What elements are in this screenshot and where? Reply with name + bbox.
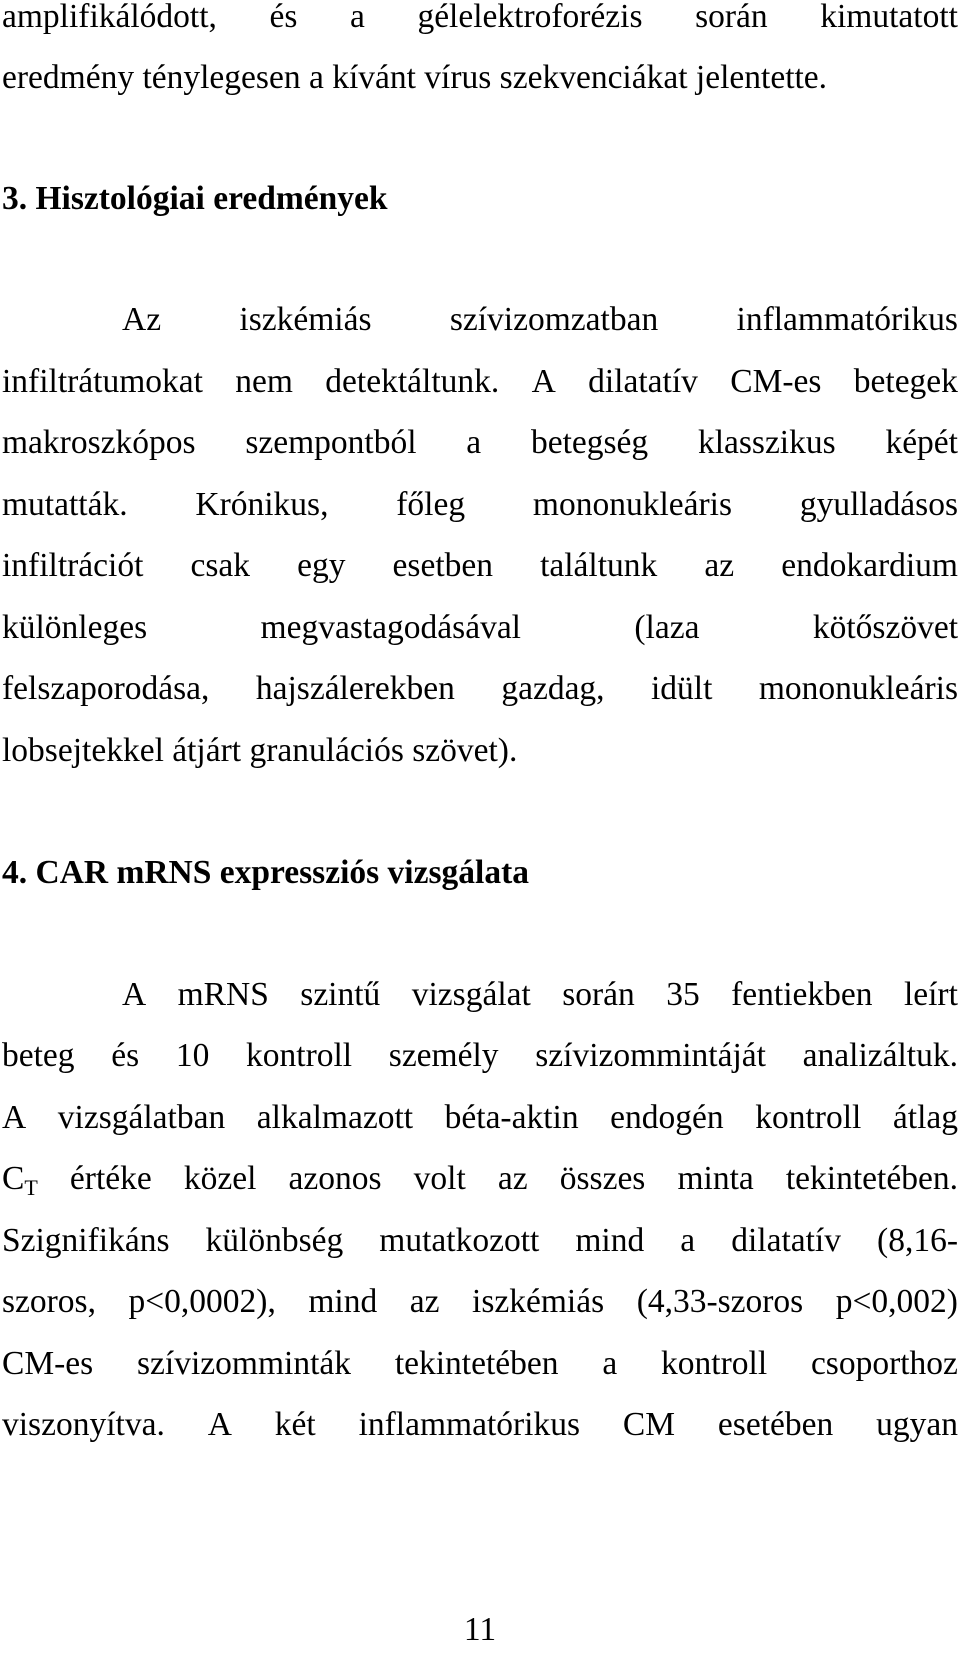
word: amplifikálódott, <box>2 0 217 35</box>
word: volt <box>413 1160 466 1197</box>
paragraph-line <box>2 1098 958 1138</box>
word: szempontból <box>245 424 417 461</box>
word: p<0,0002), <box>128 1283 276 1320</box>
paragraph-line <box>2 1282 958 1322</box>
word: kontroll <box>661 1345 768 1382</box>
word: A <box>531 363 556 400</box>
word: megvastagodásával <box>260 609 521 646</box>
word: az <box>704 547 735 584</box>
word: kontroll <box>246 1037 353 1074</box>
word: különleges <box>2 609 148 646</box>
word: CM-es <box>730 363 822 400</box>
word: és <box>269 0 298 35</box>
word: vizsgálat <box>411 976 531 1013</box>
word: során <box>695 0 768 35</box>
ct-symbol: $C_T$ <box>2 1160 38 1200</box>
word: különbség <box>205 1222 344 1259</box>
word: összes <box>559 1160 646 1197</box>
word: vizsgálatban <box>57 1099 226 1136</box>
word: dilatatív <box>731 1222 841 1259</box>
word: két <box>274 1406 316 1443</box>
word: mutatták. <box>2 486 128 523</box>
word: 35 <box>666 976 700 1013</box>
word: makroszkópos <box>2 424 196 461</box>
word: Szignifikáns <box>2 1222 170 1259</box>
word: klasszikus <box>697 424 836 461</box>
word: az <box>497 1160 528 1197</box>
word: gazdag, <box>501 670 605 707</box>
word: csoporthoz <box>810 1345 958 1382</box>
word: betegek <box>853 363 958 400</box>
word: A <box>122 976 147 1013</box>
word: CM-es <box>2 1345 94 1382</box>
word: inflammatórikus <box>736 301 958 338</box>
word: egy <box>297 547 346 584</box>
word: során <box>562 976 635 1013</box>
word: beteg <box>2 1037 75 1074</box>
word: szoros, <box>2 1283 96 1320</box>
word: a <box>602 1345 618 1382</box>
word: tekintetében <box>394 1345 559 1382</box>
paragraph-line: lobsejtekkel átjárt granulációs szövet). <box>2 732 518 769</box>
word: az <box>409 1283 440 1320</box>
word: szívizomzatban <box>449 301 659 338</box>
word: mind <box>308 1283 378 1320</box>
word: kontroll <box>755 1099 862 1136</box>
word: p<0,002) <box>835 1283 958 1320</box>
word: azonos <box>288 1160 382 1197</box>
word: leírt <box>903 976 958 1013</box>
word: 10 <box>175 1037 210 1074</box>
word: közel <box>183 1160 257 1197</box>
word: infiltrációt <box>2 547 144 584</box>
word: a <box>680 1222 696 1259</box>
word: mononukleáris <box>758 670 958 707</box>
word: alkalmazott <box>256 1099 414 1136</box>
word: detektáltunk. <box>325 363 500 400</box>
word: a <box>466 424 482 461</box>
word: mutatkozott <box>379 1222 540 1259</box>
word: Krónikus, <box>195 486 329 523</box>
section-heading: 4. CAR mRNS expressziós vizsgálata <box>2 854 529 891</box>
word: gyulladásos <box>799 486 958 523</box>
word: értéke <box>69 1160 152 1197</box>
word: dilatatív <box>588 363 698 400</box>
word: szívizommintáját <box>535 1037 766 1074</box>
word: esetben <box>392 547 493 584</box>
word: mind <box>575 1222 645 1259</box>
word: főleg <box>396 486 466 523</box>
word: tekintetében. <box>785 1160 958 1197</box>
word: (laza <box>634 609 700 646</box>
word: iszkémiás <box>472 1283 605 1320</box>
word: szintű <box>300 976 381 1013</box>
word: felszaporodása, <box>2 670 210 707</box>
page-number: 11 <box>463 1611 497 1648</box>
paragraph-line <box>2 1344 958 1384</box>
paragraph-line: eredmény ténylegesen a kívánt vírus szekvenciákat jelentette. <box>2 59 828 96</box>
word: A <box>207 1406 232 1443</box>
word: (4,33-szoros <box>636 1283 804 1320</box>
paragraph-line <box>2 0 958 37</box>
word: analizáltuk. <box>802 1037 958 1074</box>
word: hajszálerekben <box>255 670 455 707</box>
word: és <box>111 1037 140 1074</box>
word: átlag <box>892 1099 958 1136</box>
word: endokardium <box>781 547 958 584</box>
paragraph-line <box>2 362 958 402</box>
word: iszkémiás <box>239 301 372 338</box>
paragraph-line <box>2 546 958 586</box>
word: csak <box>190 547 251 584</box>
word: gélelektroforézis <box>417 0 643 35</box>
word: személy <box>388 1037 499 1074</box>
paragraph-line <box>2 1405 958 1445</box>
word: mononukleáris <box>532 486 733 523</box>
word: infiltrátumokat <box>2 363 203 400</box>
paragraph-line <box>2 608 958 648</box>
word: nem <box>235 363 293 400</box>
word: CM <box>622 1406 676 1443</box>
word: szívizomminták <box>137 1345 352 1382</box>
paragraph-line <box>122 300 958 340</box>
paragraph-line <box>2 1036 958 1076</box>
paragraph-line <box>2 1159 958 1208</box>
paragraph-line <box>2 423 958 463</box>
word: mRNS <box>177 976 269 1013</box>
word: (8,16- <box>877 1222 958 1259</box>
paragraph-line <box>2 485 958 525</box>
word: kimutatott <box>820 0 958 35</box>
word: a <box>349 0 365 35</box>
word: endogén <box>610 1099 724 1136</box>
section-heading: 3. Hisztológiai eredmények <box>2 180 388 217</box>
word: fentiekben <box>731 976 873 1013</box>
word: képét <box>885 424 958 461</box>
word: béta-aktin <box>444 1099 579 1136</box>
word: viszonyítva. <box>2 1406 165 1443</box>
word: idült <box>651 670 713 707</box>
word: A <box>2 1099 27 1136</box>
paragraph-line <box>2 669 958 709</box>
word: találtunk <box>540 547 658 584</box>
word: kötőszövet <box>812 609 958 646</box>
word: esetében <box>717 1406 834 1443</box>
paragraph-line <box>122 975 958 1015</box>
word: Az <box>122 301 162 338</box>
word: minta <box>677 1160 754 1197</box>
word: ugyan <box>876 1406 958 1443</box>
word: inflammatórikus <box>358 1406 581 1443</box>
paragraph-line <box>2 1221 958 1261</box>
word: betegség <box>530 424 649 461</box>
